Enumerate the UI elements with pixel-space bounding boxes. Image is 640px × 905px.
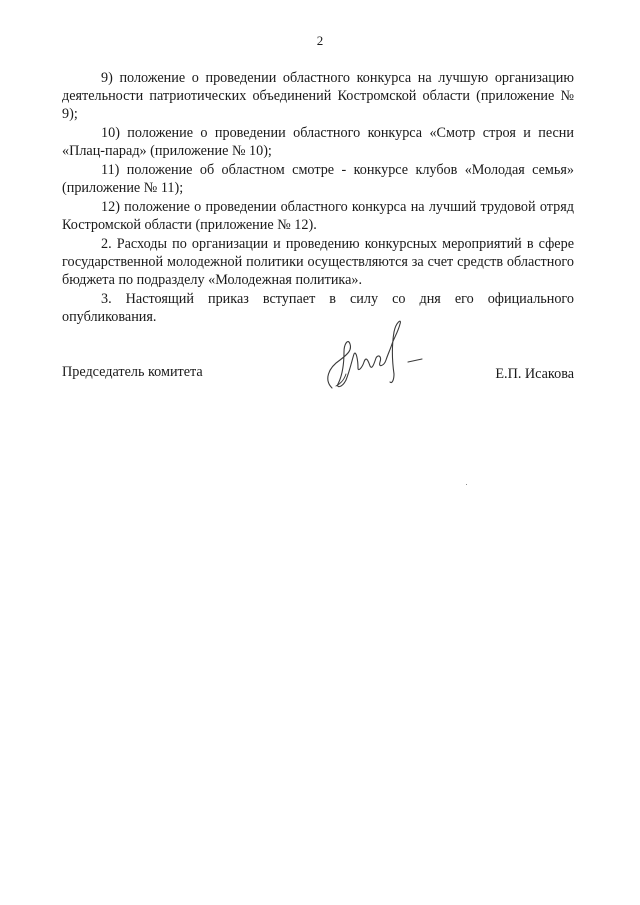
document-body	[62, 69, 574, 327]
list-item-12: 12) положение о проведении областного конкурса на лучший трудовой отряд Костромской области (приложение № 12).	[62, 199, 574, 233]
handwritten-signature	[314, 310, 434, 410]
paragraph-effective-date: 3. Настоящий приказ вступает в силу со дня его официального опубликования.	[62, 291, 574, 325]
list-item-11: 11) положение об областном смотре - конкурсе клубов «Молодая семья» (приложение № 11);	[62, 162, 574, 196]
signer-title: Председатель комитета	[62, 364, 203, 380]
signer-name: Е.П. Исакова	[495, 366, 574, 382]
list-item-9: 9) положение о проведении областного конкурса на лучшую организацию деятельности патриотических объединений Костромской области (приложение № 9);	[62, 70, 574, 122]
list-item-10: 10) положение о проведении областного конкурса «Смотр строя и песни «Плац-парад» (приложение № 10);	[62, 125, 574, 159]
page-number: 2	[316, 33, 324, 48]
paragraph-expenses: 2. Расходы по организации и проведению конкурсных мероприятий в сфере государственной молодежной политики осуществляются за счет средств областного бюджета по подразделу «Молодежная политика».	[62, 236, 574, 288]
signature-block	[62, 358, 574, 398]
scan-speck	[466, 484, 467, 485]
